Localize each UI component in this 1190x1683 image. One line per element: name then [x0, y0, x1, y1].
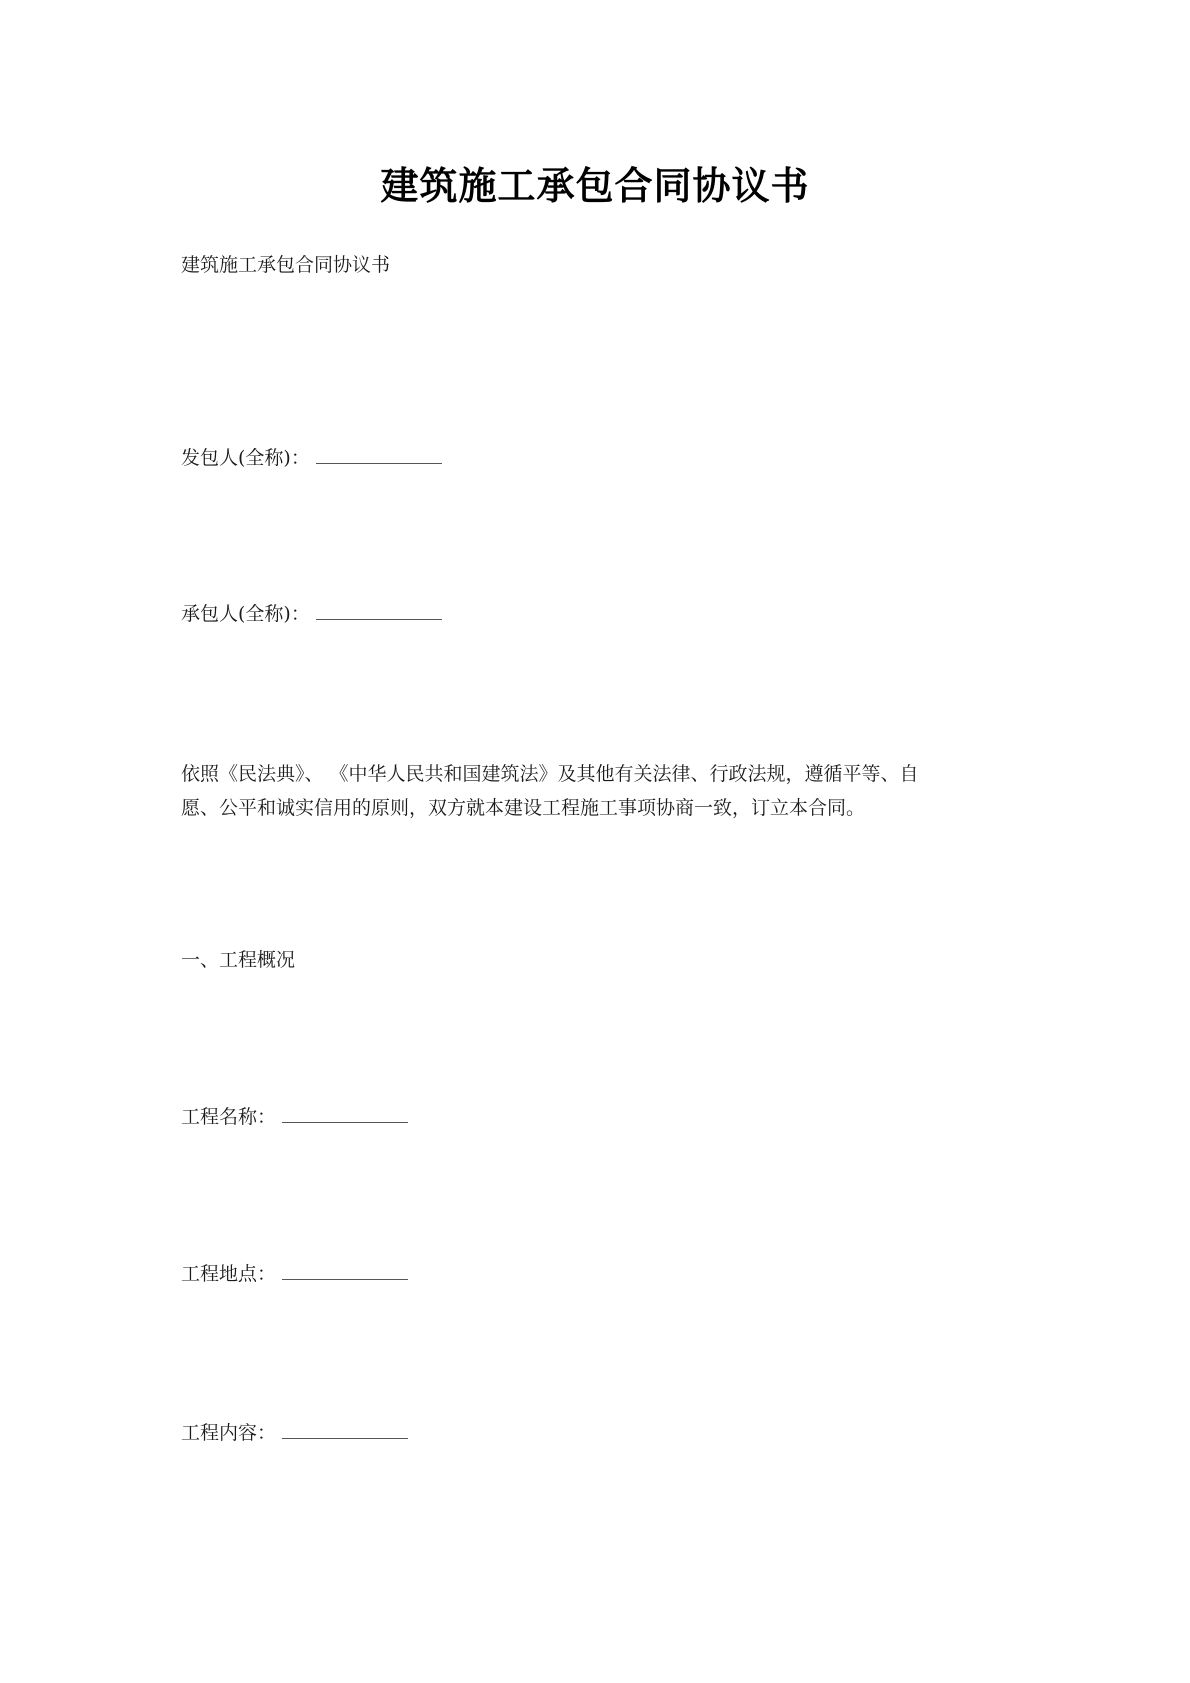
employer-blank[interactable]: [316, 443, 442, 464]
project-location-label: 工程地点：: [181, 1263, 277, 1285]
employer-field: [181, 441, 442, 475]
project-location-field: [181, 1257, 408, 1291]
preamble-paragraph: [181, 757, 1011, 825]
employer-label: 发包人(全称)：: [181, 447, 310, 469]
preamble-line-2: 愿、公平和诚实信用的原则，双方就本建设工程施工事项协商一致，订立本合同。: [181, 797, 866, 819]
project-content-field: [181, 1416, 408, 1450]
project-name-blank[interactable]: [282, 1102, 408, 1123]
preamble-line-1: 依照《民法典》、 《中华人民共和国建筑法》及其他有关法律、行政法规，遵循平等、自: [181, 763, 919, 785]
document-subtitle: 建筑施工承包合同协议书: [181, 254, 391, 276]
project-content-blank[interactable]: [282, 1418, 408, 1439]
contractor-label: 承包人(全称)：: [181, 603, 310, 625]
contractor-blank[interactable]: [316, 599, 442, 620]
document-title: 建筑施工承包合同协议书: [380, 163, 810, 208]
project-name-field: [181, 1100, 408, 1134]
project-location-blank[interactable]: [282, 1259, 408, 1280]
contractor-field: [181, 597, 442, 631]
project-content-label: 工程内容：: [181, 1422, 277, 1444]
section-heading-project-overview: 一、工程概况: [181, 949, 296, 971]
project-name-label: 工程名称：: [181, 1106, 277, 1128]
